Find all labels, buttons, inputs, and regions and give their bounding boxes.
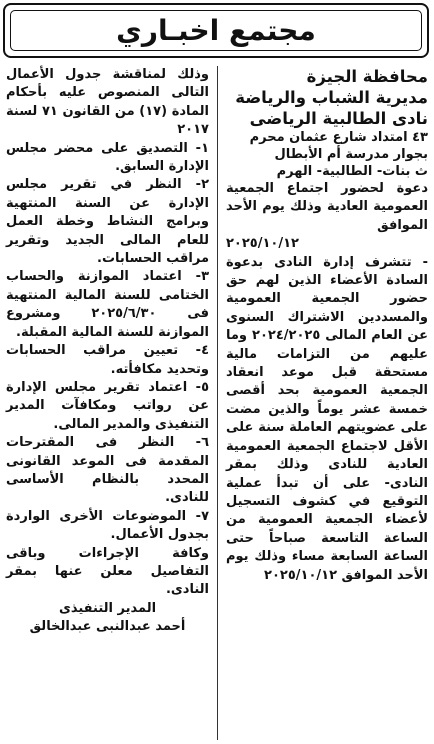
- agenda-intro: وذلك لمناقشة جدول الأعمال التالى المنصوص عليه بأحكام المادة (١٧) من القانون ٧١ لسنة ٢٠١٧: [6, 67, 209, 138]
- invitation-date: ٢٠٢٥/١٠/١٢: [226, 236, 299, 252]
- right-column: [218, 66, 428, 740]
- agenda-item-2: ٢- النظر في تقرير مجلس الإدارة عن السنة المنتهية وبرامج النشاط وخطة العمل للعام المالى الجديد وتقرير مراقب الحسابات.: [6, 177, 209, 267]
- signature-name: أحمد عبدالنبى عبدالخالق: [29, 618, 186, 634]
- invitation-text: دعوة لحضور اجتماع الجمعية العمومية العادية وذلك يوم الأحد الموافق: [226, 181, 428, 233]
- agenda-item-6: ٦- النظر فى المقترحات المقدمة فى الموعد القانونى المحدد بالنظام الأساسى للنادى.: [6, 435, 209, 506]
- agenda-item-3: ٣- اعتماد الموازنة والحساب الختامى للسنة المالية المنتهية فى ٢٠٢٥/٦/٣٠ ومشروع الموازنة للسنة المالية المقبلة.: [6, 269, 209, 340]
- section-title: مجتمع اخبـاري: [116, 14, 316, 47]
- agenda-item-1: ١- التصديق على محضر مجلس الإدارة السابق.: [6, 140, 209, 175]
- agenda-item-4: ٤- تعيين مراقب الحسابات وتحديد مكافأته.: [6, 343, 209, 377]
- invitation-body: - تتشرف إدارة النادى بدعوة السادة الأعضاء الذين لهم حق حضور الجمعية العمومية والمسددين الاشتراك السنوى عن العام المالى ٢٠٢٤/٢٠٢٥ وما عليهم من التزامات مالية مستحقة قبل موعد انعقاد الجمعية العمومية بحد أقصى خمسة عشر يوماً والذين مضت على عضويتهم العاملة سنة على الأقل لاجتماع الجمعية العمومية العادية للنادى وذلك بمقر النادى- على أن تبدأ عملية التوقيع في كشوف التسجيل لأعضاء الجمعية العمومية من الساعة التاسعة صباحاً حتى الساعة السابعة مساء وذلك يوم الأحد الموافق ٢٠٢٥/١٠/١٢: [226, 254, 428, 583]
- signature-title: المدير التنفيذى: [58, 600, 157, 616]
- address-line-2: بجوار مدرسة أم الأبطال: [274, 147, 428, 162]
- section-header: [3, 3, 429, 58]
- address-line-1: ٤٣ امتداد شارع عثمان محرم: [249, 130, 428, 145]
- heading-line-3: نادى الطالبية الرياضى: [249, 109, 428, 128]
- heading-line-1: محافظة الجيزة: [306, 67, 428, 86]
- article-columns: [6, 66, 428, 740]
- left-column: [6, 66, 218, 740]
- closing-note: وكافة الإجراءات وباقى التفاصيل معلن عنها بمقر النادى.: [6, 545, 209, 598]
- heading-line-2: مديرية الشباب والرياضة: [235, 88, 428, 107]
- address-line-3: ث بنات- الطالبية- الهرم: [276, 164, 428, 179]
- agenda-item-7: ٧- الموضوعات الأخرى الواردة بجدول الأعمال.: [6, 508, 209, 543]
- agenda-item-5: ٥- اعتماد تقرير مجلس الإدارة عن رواتب ومكافآت المدير التنفيذى والمدير المالى.: [6, 379, 209, 432]
